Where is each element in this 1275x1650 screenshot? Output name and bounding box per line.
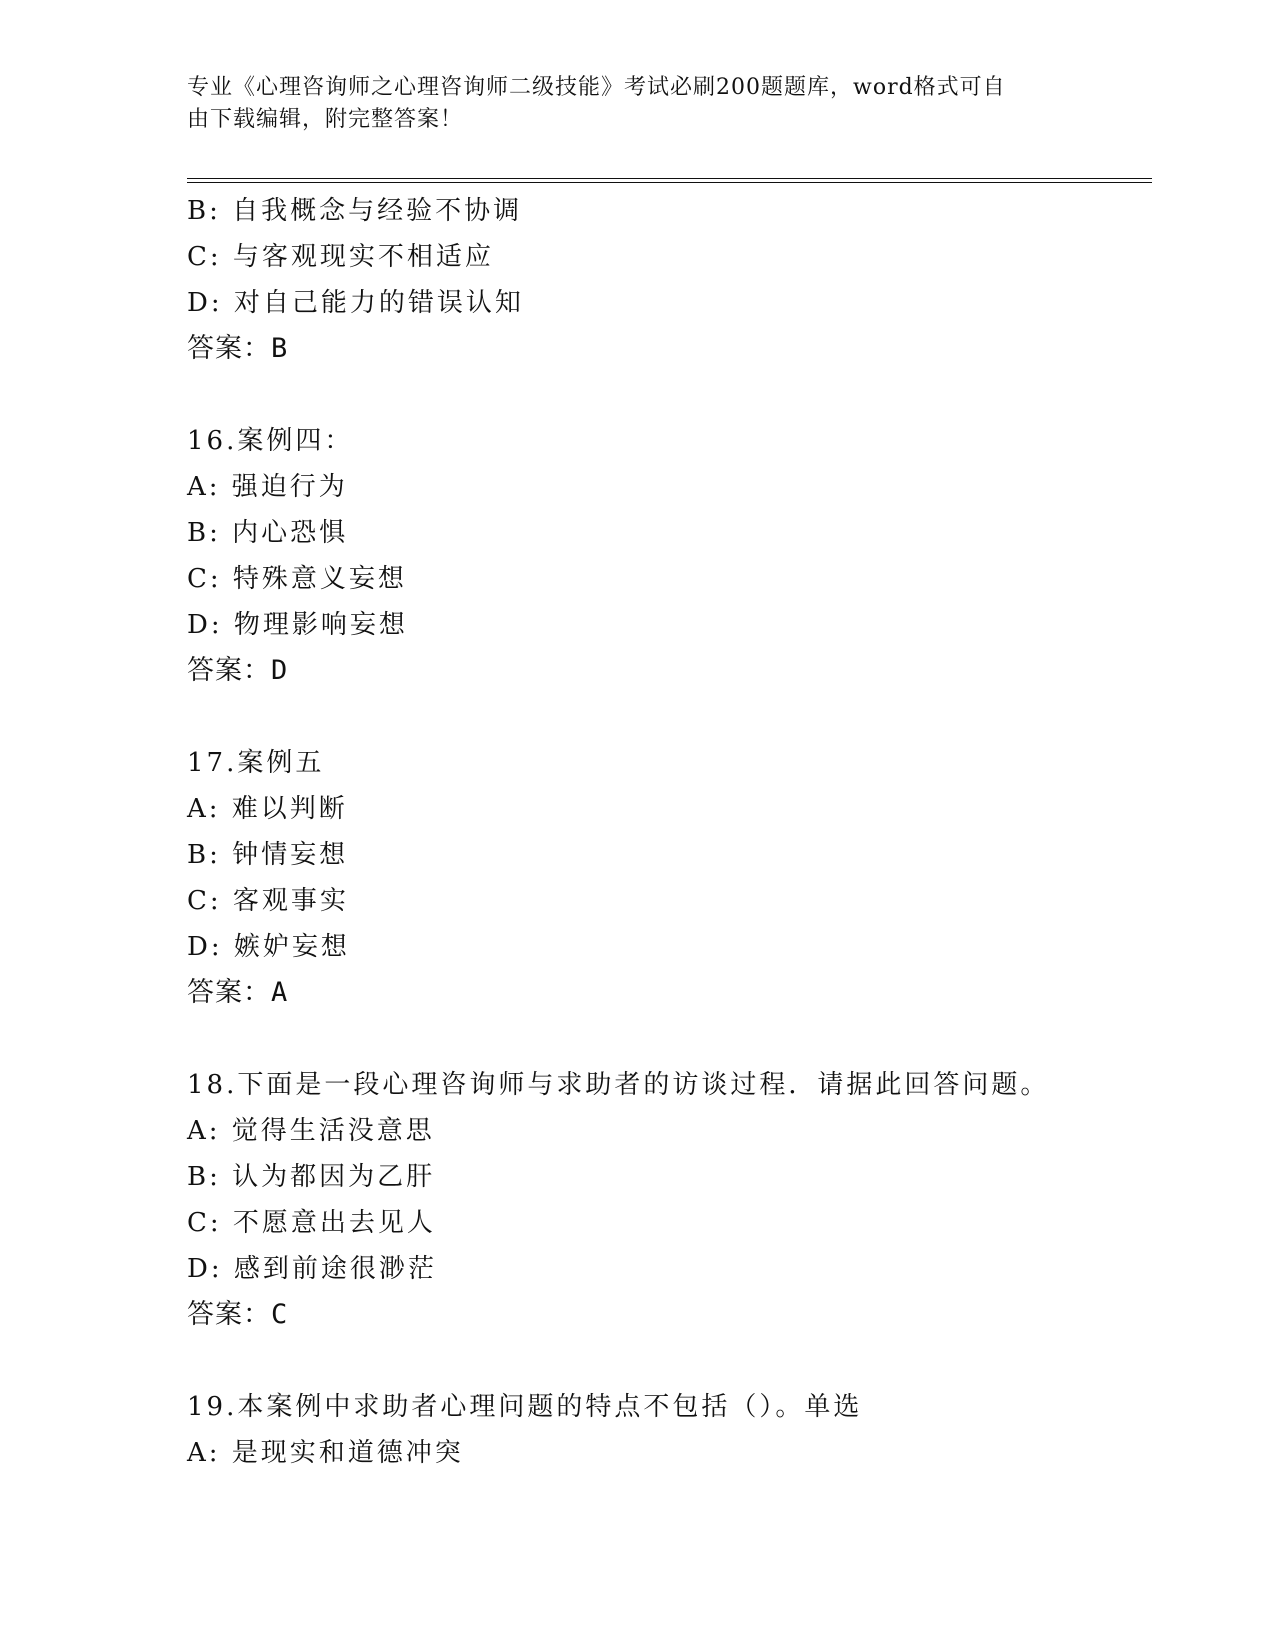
option-b: B: 自我概念与经验不协调 [187, 196, 523, 226]
header-line-2: 由下载编辑，附完整答案！ [187, 107, 464, 132]
option-a: A: 难以判断 [187, 794, 348, 824]
question-partial [187, 188, 1147, 372]
option-b: B: 钟情妄想 [187, 840, 349, 870]
option-a: A: 是现实和道德冲突 [187, 1438, 464, 1468]
answer-value: A [271, 977, 289, 1008]
option-c: C: 客观事实 [187, 886, 349, 916]
answer-line [187, 1292, 1147, 1338]
question-18 [187, 1062, 1147, 1338]
question-16 [187, 418, 1147, 694]
answer-label: 答案： [187, 655, 271, 686]
question-list [187, 188, 1147, 1476]
question-title: 17.案例五 [187, 748, 325, 778]
answer-label: 答案： [187, 977, 271, 1008]
header-divider-bottom [187, 182, 1152, 183]
option-d: D: 感到前途很渺茫 [187, 1254, 437, 1284]
option-c: C: 不愿意出去见人 [187, 1208, 436, 1238]
question-title: 18.下面是一段心理咨询师与求助者的访谈过程．请据此回答问题。 [187, 1070, 1050, 1100]
answer-value: B [271, 333, 289, 364]
answer-line [187, 648, 1147, 694]
answer-label: 答案： [187, 333, 271, 364]
question-19 [187, 1384, 1147, 1476]
question-title: 16.案例四： [187, 426, 354, 456]
header-divider-top [187, 178, 1152, 179]
header-line-1: 专业《心理咨询师之心理咨询师二级技能》考试必刷200题题库，word格式可自 [187, 75, 1006, 100]
answer-line [187, 326, 1147, 372]
question-17 [187, 740, 1147, 1016]
answer-value: D [271, 655, 289, 686]
answer-label: 答案： [187, 1299, 271, 1330]
answer-value: C [271, 1299, 289, 1330]
option-a: A: 觉得生活没意思 [187, 1116, 435, 1146]
question-title: 19.本案例中求助者心理问题的特点不包括（）。单选 [187, 1392, 863, 1422]
option-c: C: 与客观现实不相适应 [187, 242, 494, 272]
option-b: B: 内心恐惧 [187, 518, 349, 548]
option-d: D: 嫉妒妄想 [187, 932, 350, 962]
option-c: C: 特殊意义妄想 [187, 564, 407, 594]
option-d: D: 物理影响妄想 [187, 610, 408, 640]
answer-line [187, 970, 1147, 1016]
document-header [187, 72, 1067, 136]
option-a: A: 强迫行为 [187, 472, 348, 502]
option-d: D: 对自己能力的错误认知 [187, 288, 524, 318]
option-b: B: 认为都因为乙肝 [187, 1162, 436, 1192]
